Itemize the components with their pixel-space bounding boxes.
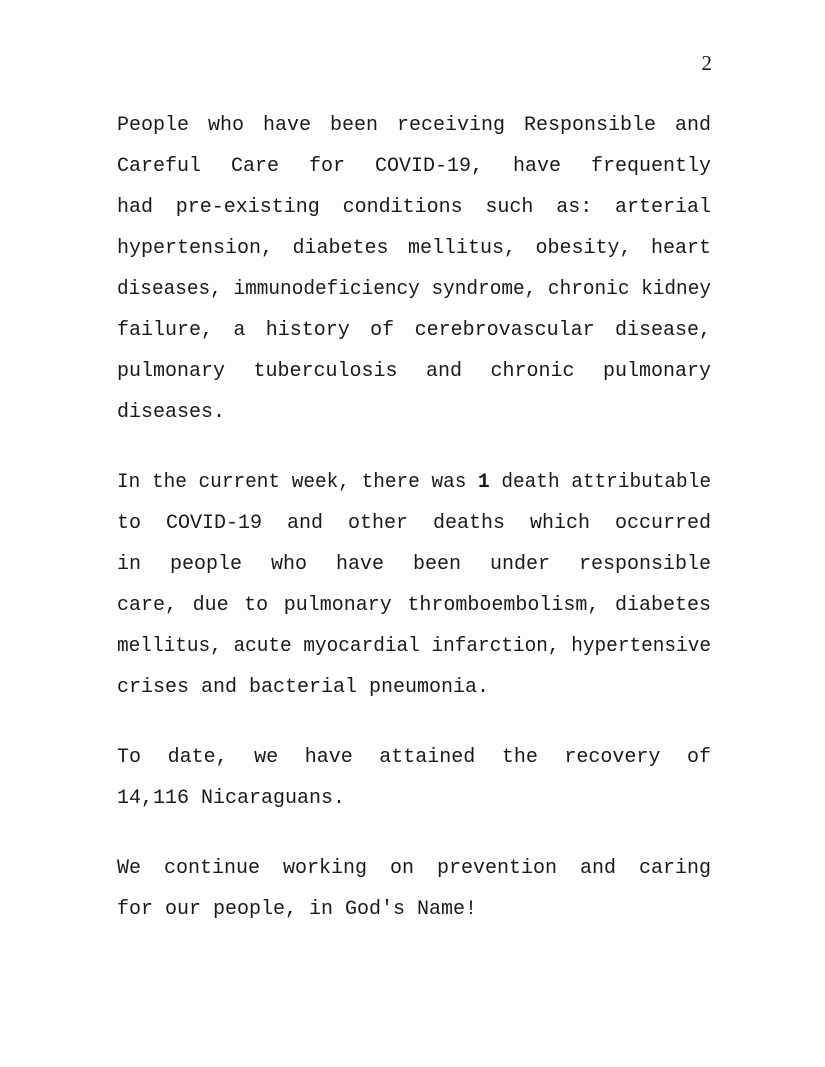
text-segment: hypertension, diabetes mellitus, obesity, heart [117,237,711,260]
text-segment: to COVID-19 and other deaths which occurred [117,512,711,535]
text-line-content [117,269,711,310]
text-line-content [117,392,225,433]
text-line [117,778,711,819]
text-line-content [117,585,711,626]
text-segment: Careful Care for COVID-19, have frequently [117,155,711,178]
text-line [117,310,711,351]
text-line [117,737,711,778]
text-line-content [117,310,711,351]
text-line [117,626,711,667]
text-segment: People who have been receiving Responsible and [117,114,711,137]
text-line [117,667,711,708]
text-line [117,269,711,310]
text-segment: pulmonary tuberculosis and chronic pulmonary [117,360,711,383]
text-line [117,848,711,889]
text-segment: failure, a history of cerebrovascular disease, [117,319,711,342]
text-line-content [117,503,711,544]
text-line [117,105,711,146]
text-line-content [117,146,711,187]
text-line-content [117,889,477,930]
text-segment: 14,116 Nicaraguans. [117,787,346,810]
text-line-content [117,544,711,585]
text-segment: in people who have been under responsible [117,553,711,576]
text-line [117,146,711,187]
text-line [117,889,711,930]
text-line [117,503,711,544]
text-line-content [117,848,711,889]
text-line [117,462,711,503]
text-line-content [117,462,711,503]
text-line [117,187,711,228]
paragraph [117,848,711,930]
text-line-content [117,351,711,392]
text-segment: death attributable [489,471,711,494]
text-line-content [117,105,711,146]
text-segment: We continue working on prevention and caring [117,857,711,880]
paragraph [117,105,711,433]
text-segment: care, due to pulmonary thromboembolism, diabetes [117,594,711,617]
paragraph [117,737,711,819]
text-segment: crises and bacterial pneumonia. [117,676,490,699]
bold-text: 1 [478,471,490,494]
text-line [117,351,711,392]
text-segment: diseases. [117,401,226,424]
text-line-content [117,737,711,778]
text-line [117,228,711,269]
text-line [117,544,711,585]
text-segment: In the current week, there was [117,471,479,494]
text-line-content [117,626,711,667]
text-line-content [117,187,711,228]
text-line-content [117,778,345,819]
paragraph [117,462,711,708]
text-segment: had pre-existing conditions such as: arterial [117,196,711,219]
text-line [117,392,711,433]
text-segment: diseases, immunodeficiency syndrome, chronic kidney [117,278,711,301]
page-number: 2 [701,51,712,75]
text-line-content [117,667,489,708]
document-body [117,105,711,930]
text-line [117,585,711,626]
text-segment: for our people, in God's Name! [117,898,478,921]
text-line-content [117,228,711,269]
text-segment: To date, we have attained the recovery of [117,746,711,769]
text-segment: mellitus, acute myocardial infarction, hypertensive [117,635,711,658]
